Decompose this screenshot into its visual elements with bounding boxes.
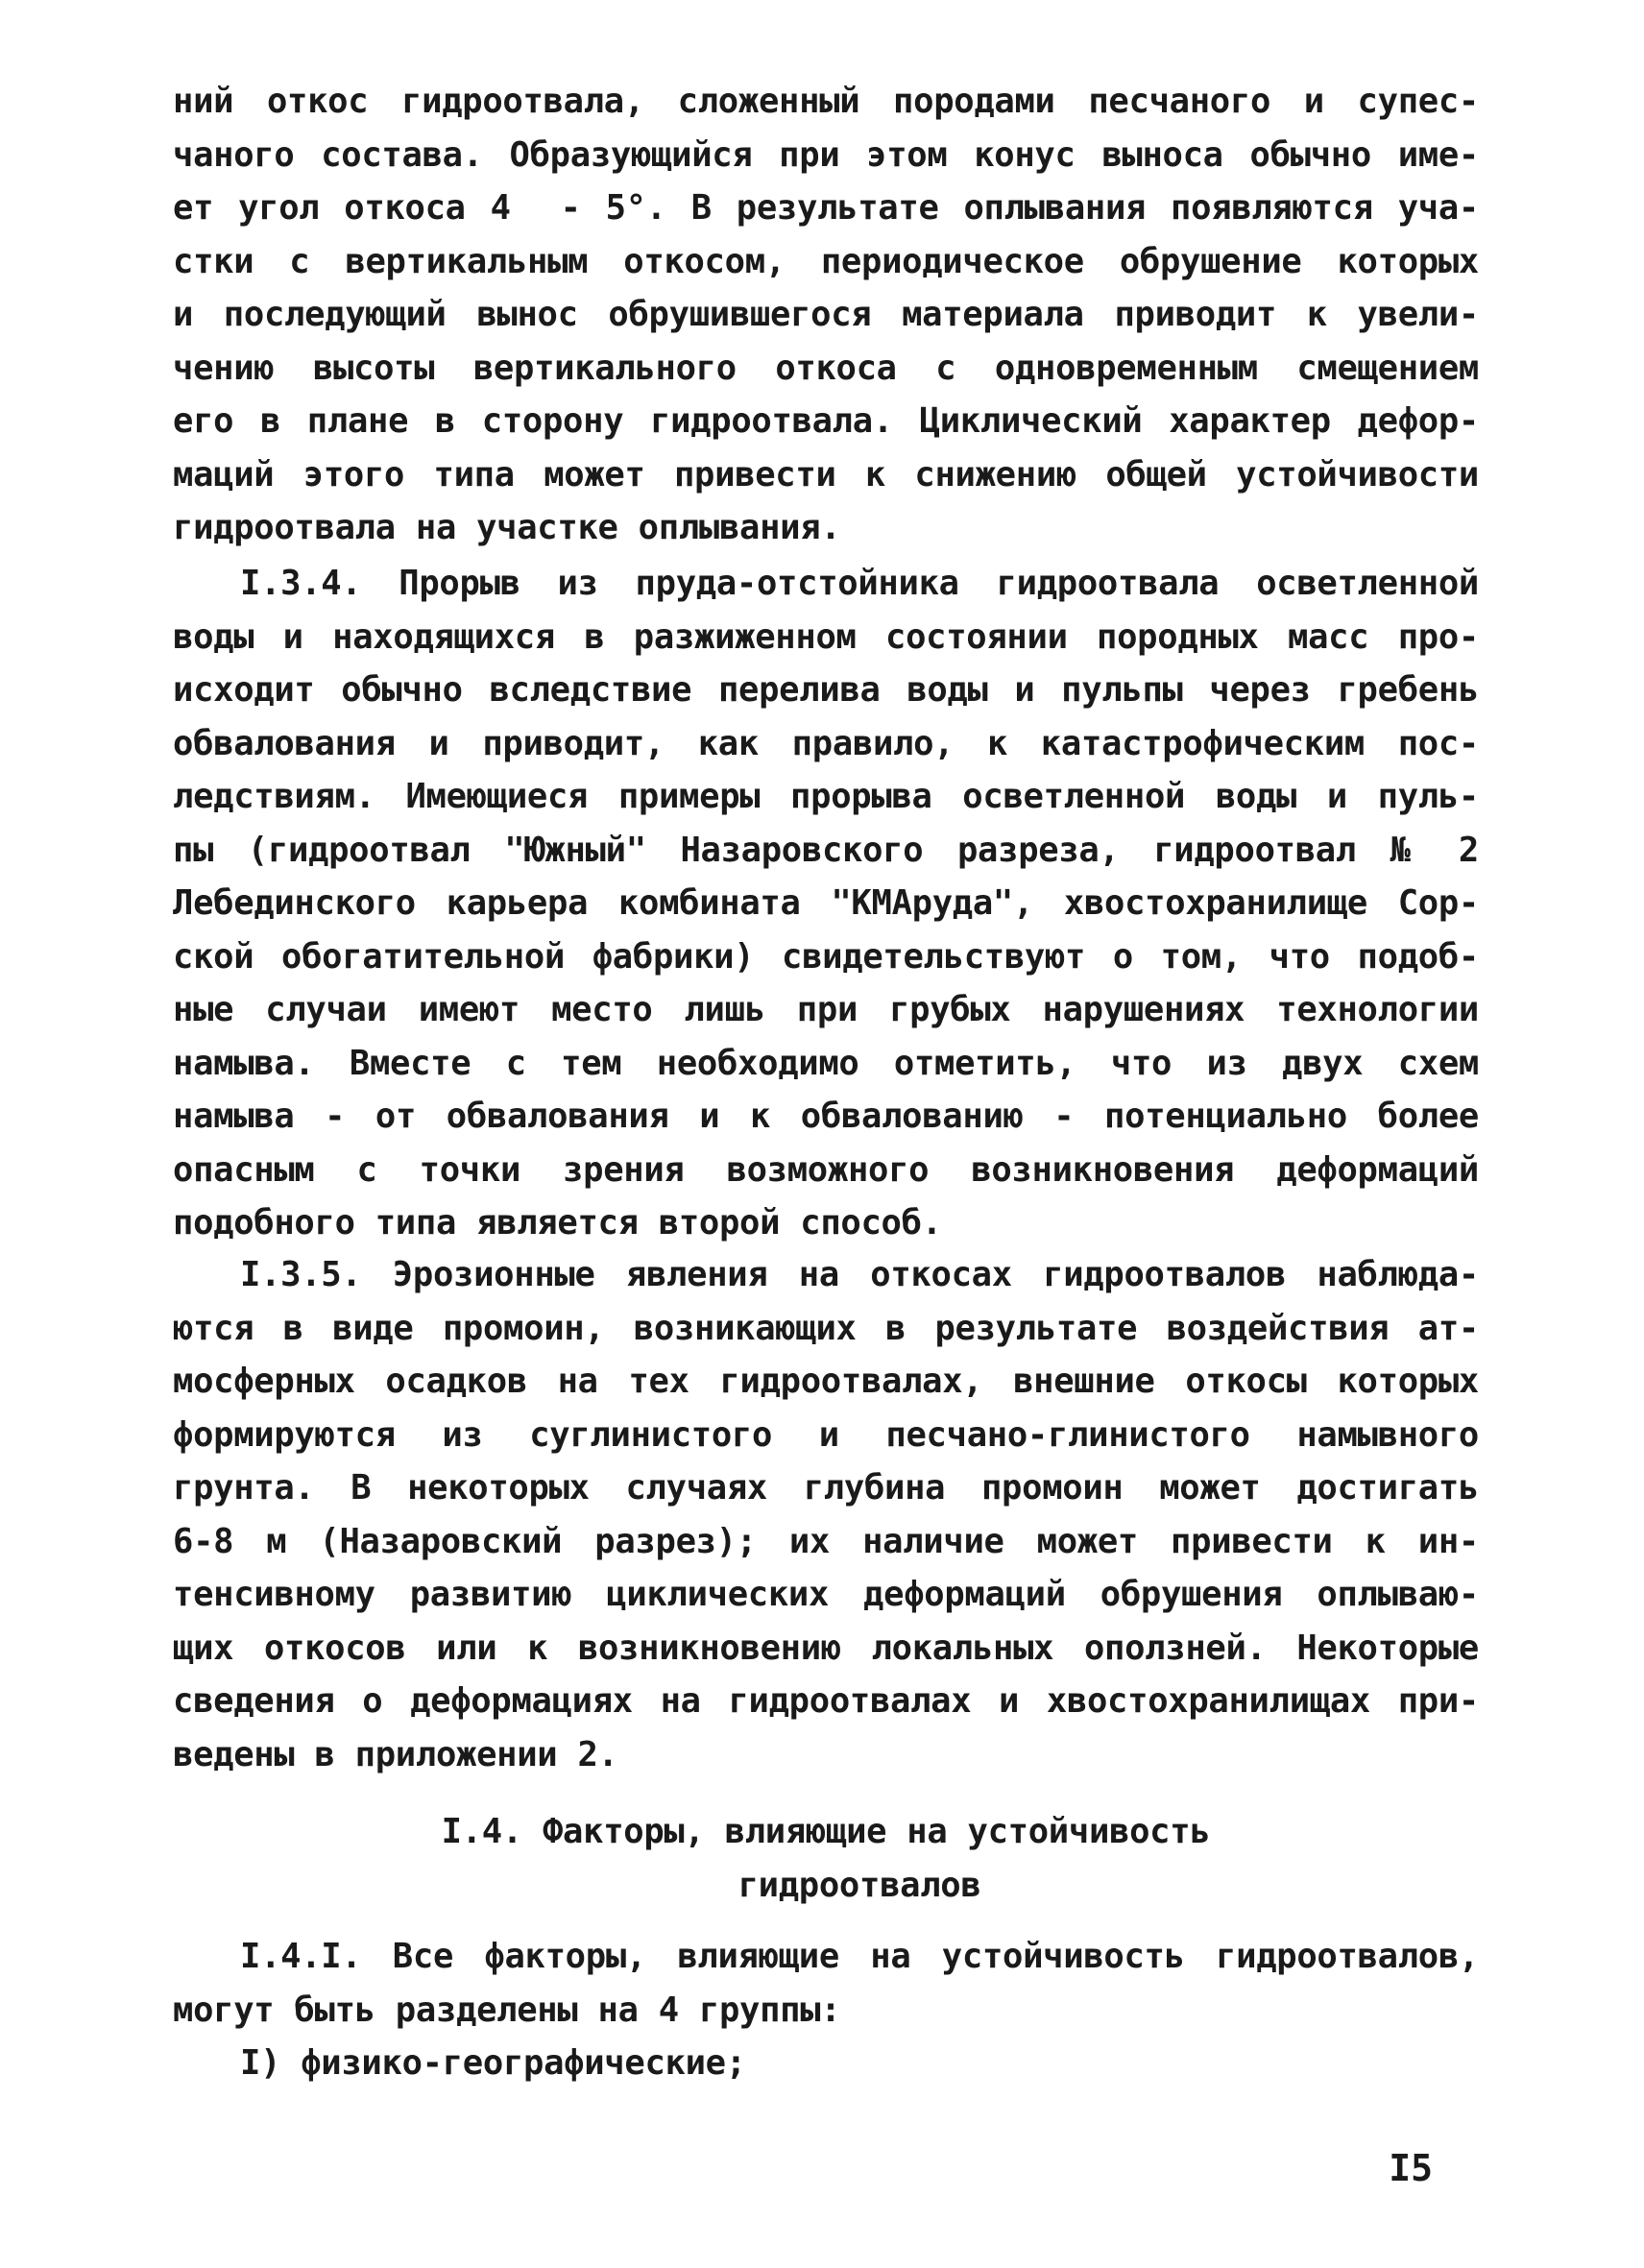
- text-line: 6-8 м (Назаровский разрез); их наличие может привести к ин-: [173, 1521, 1479, 1561]
- text-line: I.3.4. Прорыв из пруда-отстойника гидроотвала осветленной: [240, 564, 1479, 603]
- text-line: и последующий вынос обрушившегося материала приводит к увели-: [173, 295, 1479, 334]
- text-line: щих откосов или к возникновению локальных оползней. Некоторые: [173, 1628, 1479, 1668]
- text-line: сведения о деформациях на гидроотвалах и хвостохранилищах при-: [173, 1681, 1479, 1721]
- text-line: мосферных осадков на тех гидроотвалах, внешние откосы которых: [173, 1362, 1479, 1401]
- text-line: формируются из суглинистого и песчано-глинистого намывного: [173, 1414, 1479, 1455]
- text-line: I) физико-географические;: [240, 2043, 746, 2083]
- text-line: ные случаи имеют место лишь при грубых нарушениях технологии: [173, 990, 1479, 1029]
- text-line: опасным с точки зрения возможного возникновения деформаций: [173, 1149, 1479, 1190]
- text-line: гидроотвала на участке оплывания.: [173, 508, 841, 547]
- text-line: могут быть разделены на 4 группы:: [173, 1990, 841, 2030]
- text-line: ведены в приложении 2.: [173, 1734, 618, 1774]
- text-line: ледствиям. Имеющиеся примеры прорыва осветленной воды и пуль-: [173, 777, 1479, 816]
- text-line: ет угол откоса 4 - 5°. В результате оплывания появляются уча-: [173, 188, 1479, 228]
- paragraph-1-3-4: [173, 557, 1479, 1250]
- text-line: исходит обычно вследствие перелива воды и пульпы через гребень: [173, 670, 1479, 710]
- text-line: обвалования и приводит, как правило, к катастрофическим пос-: [173, 723, 1479, 763]
- text-line: ются в виде промоин, возникающих в результате воздействия ат-: [173, 1308, 1479, 1348]
- paragraph-1-3-5: [173, 1248, 1479, 1781]
- text-line: намыва. Вместе с тем необходимо отметить, что из двух схем: [173, 1043, 1479, 1083]
- text-line: I.4.I. Все факторы, влияющие на устойчивость гидроотвалов,: [240, 1937, 1479, 1976]
- text-line: маций этого типа может привести к снижению общей устойчивости: [173, 454, 1479, 495]
- paragraph-1-4-1: [173, 1930, 1479, 2090]
- text-line: намыва - от обвалования и к обвалованию - потенциально более: [173, 1097, 1479, 1136]
- text-line: чению высоты вертикального откоса с одновременным смещением: [173, 348, 1479, 388]
- text-line: его в плане в сторону гидроотвала. Циклический характер дефор-: [173, 401, 1479, 441]
- text-line: воды и находящихся в разжиженном состоянии породных масс про-: [173, 616, 1479, 657]
- section-heading: [173, 1805, 1479, 1912]
- text-line: ской обогатительной фабрики) свидетельствуют о том, что подоб-: [173, 936, 1479, 977]
- text-line: тенсивному развитию циклических деформаций обрушения оплываю-: [173, 1575, 1479, 1614]
- heading-line: гидроотвалов: [737, 1865, 981, 1905]
- heading-line: I.4. Факторы, влияющие на устойчивость: [441, 1812, 1211, 1851]
- text-line: ний откос гидроотвала, сложенный породами песчаного и супес-: [173, 82, 1479, 121]
- text-line: стки с вертикальным откосом, периодическое обрушение которых: [173, 241, 1479, 281]
- paragraph-continuation: [173, 75, 1479, 555]
- text-line: грунта. В некоторых случаях глубина промоин может достигать: [173, 1468, 1479, 1508]
- text-line: чаного состава. Образующийся при этом конус выноса обычно име-: [173, 134, 1479, 175]
- text-line: пы (гидроотвал "Южный" Назаровского разреза, гидроотвал № 2: [173, 830, 1479, 870]
- text-line: подобного типа является второй способ.: [173, 1203, 942, 1243]
- text-line: I.3.5. Эрозионные явления на откосах гидроотвалов наблюда-: [240, 1255, 1479, 1294]
- text-line: Лебединского карьера комбината "КМАруда", хвостохранилище Сор-: [173, 883, 1479, 923]
- page-number: I5: [1389, 2147, 1433, 2189]
